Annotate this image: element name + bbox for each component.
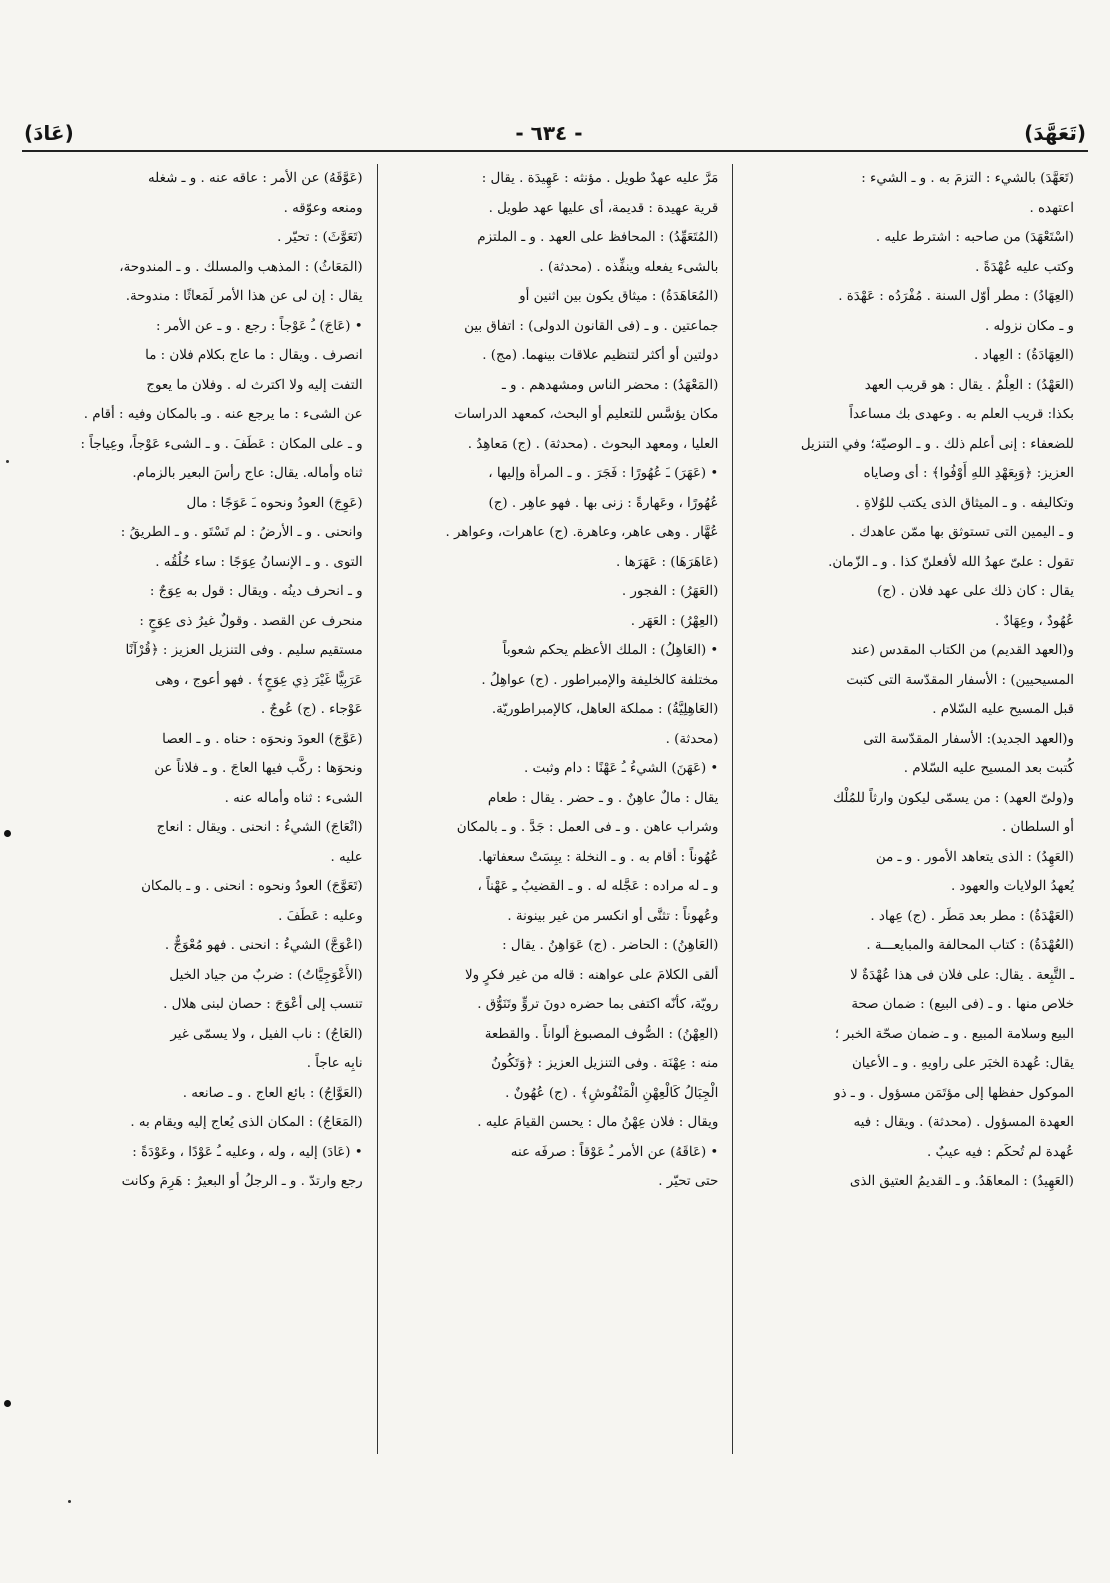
- entry-line: (انْعَاجَ) الشيءُ : انحنى . ويقال : انعاج: [156, 820, 363, 835]
- entry-line: • (عَهَرَ) ـَ عُهُورًا : فَجَرَ . و ـ المرأة وإليها ،: [488, 466, 719, 481]
- entry-line: رجع وارتدّ . و ـ الرجلُ أو البعيرُ : هَرِمَ وكانت: [121, 1174, 363, 1189]
- entry-line: ومنعه وعوّقه .: [283, 200, 363, 216]
- entry-line: عَرَبِيًّا غَيْرَ ذِي عِوَجٍ﴾ . فهو أعوج ، وهى: [155, 672, 363, 688]
- header-right-word: (تَعَهَّدَ): [1024, 121, 1086, 145]
- entry-line: وانحنى . و ـ الأرضُ : لم تَسْتَو . و ـ الطريقُ :: [120, 525, 363, 540]
- header-left-word: (عَادَ): [24, 121, 74, 145]
- entry-line: قرية عهيدة : قديمة، أى عليها عهد طويل .: [488, 200, 719, 216]
- entry-line: ونحوَها : ركَّب فيها العاجَ . و ـ فلاناً عن: [154, 761, 363, 776]
- entry-line: (العَاهِلِيَّةُ) : مملكة العاهل، كالإمبراطوريّة.: [491, 702, 719, 717]
- entry-line: (العِهْنُ) : الصُّوف المصبوغ ألواناً . والقطعة: [484, 1026, 719, 1042]
- entry-line: (المَعَاثُ) : المذهب والمسلك . و ـ المندوحة،: [119, 259, 363, 275]
- entry-line: عُهَّار . وهى عاهر، وعاهرة. (ج) عاهرات، وعواهر .: [445, 525, 719, 540]
- entry-line: (العَاهِنُ) : الحاضر . (ج) عَوَاهِنُ . يقال :: [502, 938, 719, 953]
- entry-line: كُتبت بعد المسيح عليه السّلام .: [903, 761, 1074, 776]
- entry-line: (عَوَّجَ) العودَ ونحوَه : حناه . و ـ العصا: [162, 731, 363, 747]
- column-right: [733, 164, 1088, 1454]
- entry-line: و ـ اليمين التى تستوثق بها ممّن عاهدك .: [850, 525, 1074, 540]
- entry-line: اعتهده .: [1029, 200, 1074, 216]
- entry-line: العزيز: ﴿وَبِعَهْدِ اللهِ أَوْفُوا﴾ : أى وصاياه: [863, 466, 1074, 481]
- entry-line: الموكول حفظها إلى مؤتَمَن مسؤول . و ـ ذو: [834, 1085, 1074, 1101]
- entry-line: قبل المسيح عليه السّلام .: [932, 702, 1074, 717]
- entry-line: عن الشىء : ما يرجع عنه . وـ بالمكان وفيه : أقام .: [83, 407, 363, 422]
- entry-line: (تَعَوَّثَ) : تحيّر .: [277, 230, 363, 245]
- entry-line: مستقيم سليم . وفى التنزيل العزيز : ﴿قُرْآنًا: [125, 643, 363, 658]
- margin-speck: [6, 460, 9, 463]
- entry-line: يقال: عُهدة الخبَر على راويهِ . و ـ الأعيان: [851, 1056, 1074, 1071]
- entry-line: (عَوِجَ) العودُ ونحوه ـَ عَوَجًا : مال: [186, 495, 363, 511]
- entry-line: مختلفة كالخليفة والإمبراطور . (ج) عواهِلُ .: [481, 672, 719, 688]
- entry-line: تقول : علىّ عهدُ الله لأفعلنّ كذا . و ـ الزّمان.: [828, 554, 1074, 570]
- entry-line: (تَعَهَّدَ) بالشيء : التزمَ به . و ـ الشيء :: [861, 171, 1074, 186]
- page-number: - ٦٣٤ -: [515, 121, 583, 145]
- entry-line: المسيحيين) : الأسفار المقدّسة التى كتبت: [846, 672, 1074, 688]
- entry-line: (العَوَّاجُ) : بائع العاج . و ـ صانعه .: [182, 1085, 363, 1101]
- entry-line: (المَعْهَدُ) : محضر الناس ومشهدهم . و ـ: [501, 377, 719, 393]
- entry-line: نابِه عاجاً .: [306, 1056, 363, 1071]
- column-middle: [378, 164, 734, 1454]
- entry-line: أو السلطان .: [1001, 820, 1074, 835]
- entry-line: يقال : كان ذلك على عهد فلان . (ج): [877, 584, 1074, 599]
- entry-line: منحرف عن القصد . وقولٌ غيرُ ذى عِوَجٍ :: [139, 613, 363, 629]
- entry-line: عُهُودٌ ، وعِهَادٌ .: [994, 613, 1074, 629]
- entry-line: (العِهَادُ) : مطر أوّل السنة . مُفْرَدُه : عَهْدَة .: [838, 289, 1074, 304]
- entry-line: و ـ له مراده : عَجَّله له . و ـ القضيبُ ـِ عَهْناً ،: [477, 879, 719, 894]
- entry-line: رويّة، كأنّه اكتفى بما حضره دونَ تروٍّ وتَنَوُّق .: [477, 997, 719, 1012]
- entry-line: ـ التَّبِعة . يقال: على فلان فى هذا عُهْدَةٌ لا: [850, 967, 1074, 983]
- entry-line: خلاص منها . و ـ (فى البيع) : ضمان صحة: [851, 997, 1074, 1012]
- entry-line: وكتب عليه عُهْدَةً .: [975, 259, 1074, 275]
- entry-line: • (عَادَ) إليه ، وله ، وعليه ـُ عَوْدًا ، وعَوْدَةً :: [132, 1144, 363, 1160]
- entry-line: (عَاهَرَهَا) : عَهَرَها .: [615, 554, 719, 570]
- entry-line: بالشىء يفعله وينفِّذه . (محدثة) .: [539, 259, 719, 275]
- entry-line: التفت إليه ولا اكترث له . وفلان ما يعوج: [146, 377, 363, 393]
- entry-line: (العِهْرُ) : العَهَر .: [630, 613, 719, 629]
- entry-line: (عَوَّقَهُ) عن الأمر : عاقه عنه . و ـ شغله: [148, 171, 363, 186]
- entry-line: (الأَعْوَجِيَّاتُ) : ضربٌ من جياد الخيل: [169, 967, 363, 983]
- entry-line: (المُتَعَهِّدُ) : المحافظ على العهد . و ـ الملتزم: [477, 230, 719, 245]
- entry-line: جماعتين . و ـ (فى القانون الدولى) : اتفاق بين: [464, 318, 719, 334]
- entry-line: للضعفاء : إنى أعلم ذلك . و ـ الوصيّة؛ وفي التنزيل: [800, 436, 1074, 452]
- entry-line: (اسْتَعْهَدَ) من صاحبه : اشترط عليه .: [875, 230, 1074, 245]
- entry-line: انصرف . ويقال : ما عاج بكلام فلان : ما: [145, 348, 363, 363]
- entry-line: ويقال : فلان عِهْنُ مال : يحسن القيامَ عليه .: [477, 1115, 719, 1130]
- entry-line: الشىء : ثناه وأماله عنه .: [224, 790, 363, 806]
- entry-line: وتكاليفه . و ـ الميثاق الذى يكتب للوُلاةِ .: [855, 495, 1074, 511]
- column-left: [22, 164, 378, 1454]
- entry-line: (العَهْدُ) : العِلْمُ . يقال : هو قريب العهد: [864, 377, 1074, 393]
- entry-line: وعُهوناً : تثنَّى أو انكسر من غير بينونة .: [507, 908, 719, 924]
- entry-line: مَرَّ عليه عهدٌ طويل . مؤنثه : عَهِيدَة . يقال :: [481, 171, 719, 186]
- entry-line: العليا ، ومعهد البحوث . (محدثة) . (ج) مَعاهِدُ .: [467, 436, 719, 452]
- entry-line: (تَعَوَّجَ) العودُ ونحوه : انحنى . و ـ بالمكان: [141, 879, 363, 894]
- entry-line: يُعهدُ الولايات والعهود .: [951, 879, 1074, 894]
- entry-line: (العُهْدَةُ) : كتاب المحالفة والمبايعـــة .: [866, 938, 1074, 953]
- entry-line: (اعْوَجَّ) الشيءُ : انحنى . فهو مُعْوَجٌّ .: [164, 938, 363, 953]
- entry-line: عُهُورًا ، وعَهارةً : زنى بها . فهو عاهِر . (ج): [488, 495, 719, 511]
- entry-line: وشراب عاهن . و ـ فى العمل : جَدَّ . و ـ بالمكان: [456, 820, 719, 835]
- entry-line: العهدة المسؤول . (محدثة) . ويقال : فيه: [853, 1115, 1074, 1130]
- entry-line: (العَهِيدُ) : المعاهَدُ. و ـ القديمُ العتيق الذى: [849, 1174, 1074, 1189]
- entry-line: عُهُوناً : أقام به . و ـ النخلة : يبِسَتْ سعفاتها.: [478, 849, 719, 865]
- entry-line: (العِهَادَةُ) : العِهاد .: [974, 348, 1074, 363]
- entry-line: • (عَاقَهُ) عن الأمر ـُ عَوْقاً : صرفَه عنه: [510, 1144, 719, 1160]
- entry-line: و(العهد الجديد): الأسفار المقدّسة التى: [863, 731, 1074, 747]
- entry-line: يقال : إن لى عن هذا الأمر لَمَعاثًا : مندوحة.: [125, 289, 363, 304]
- entry-line: و(العهد القديم) من الكتاب المقدس (عند: [850, 643, 1074, 658]
- header-rule: [22, 150, 1088, 152]
- entry-line: وعليه : عَطَفَ .: [278, 908, 363, 924]
- entry-line: التوى . و ـ الإنسانُ عِوَجًا : ساء خُلُقُه .: [155, 554, 363, 570]
- entry-line: تنسب إلى أعْوَجَ : حصان لبنى هلال .: [163, 997, 363, 1012]
- entry-line: ألقى الكلامَ على عواهنه : قاله من غير فكرٍ ولا: [464, 967, 719, 983]
- entry-line: عَوْجاء . (ج) عُوجٌ .: [260, 702, 363, 717]
- entry-line: • (العَاهِلُ) : الملك الأعظم يحكم شعوباً: [502, 643, 719, 658]
- entry-line: ثناه وأماله. يقال: عاج رأسَ البعير بالزمام.: [132, 466, 363, 481]
- entry-line: (العَهِدُ) : الذى يتعاهد الأمور . و ـ من: [875, 849, 1074, 865]
- entry-line: منه : عِهْنَة . وفى التنزيل العزيز : ﴿وَتَكُونُ: [491, 1056, 719, 1071]
- margin-dot: [4, 830, 11, 837]
- entry-line: (محدثة) .: [665, 731, 719, 747]
- entry-line: دولتين أو أكثر لتنظيم علاقات بينهما. (مج) .: [482, 348, 719, 363]
- columns: [22, 164, 1088, 1454]
- entry-line: • (عَاجَ) ـُ عَوْجاً : رجع . و ـ عن الأمر :: [155, 318, 363, 334]
- entry-line: مكان يؤسَّس للتعليم أو البحث، كمعهد الدراسات: [454, 407, 719, 422]
- entry-line: بكذا: قريب العلم به . وعهدى بك مساعداً: [849, 407, 1074, 422]
- entry-line: حتى تحيّر .: [658, 1174, 719, 1189]
- entry-line: (المَعَاجُ) : المكان الذى يُعاج إليه ويقام به .: [130, 1115, 363, 1130]
- entry-line: يقال : مالٌ عاهِنٌ . و ـ حضر . يقال : طعام: [487, 790, 719, 806]
- entry-line: (العَهَرُ) : الفجور .: [621, 584, 719, 599]
- entry-line: عليه .: [330, 849, 363, 865]
- entry-line: (العَهْدَةُ) : مطر بعد مَطَر . (ج) عِهاد .: [870, 908, 1074, 924]
- entry-line: عُهدة لم تُحكَم : فيه عيبٌ .: [927, 1144, 1074, 1160]
- entry-line: الْجِبَالُ كَالْعِهْنِ الْمَنْفُوشِ﴾ . (ج) عُهُونٌ .: [505, 1085, 719, 1101]
- entry-line: و ـ على المكان : عَطَفَ . و ـ الشىء عَوْجاً، وعِياجاً :: [80, 436, 363, 452]
- entry-line: • (عَهَنَ) الشيءُ ـُ عَهْنًا : دام وثبت .: [524, 761, 719, 776]
- page-header: [24, 116, 1086, 150]
- margin-speck: [68, 1500, 71, 1503]
- entry-line: (العَاجُ) : ناب الفيل ، ولا يسمّى غير: [170, 1026, 363, 1042]
- entry-line: (المُعَاهَدَةُ) : ميثاق يكون بين اثنين أو: [519, 289, 719, 304]
- margin-dot: [4, 1400, 11, 1407]
- entry-line: و ـ مكان نزوله .: [985, 318, 1074, 334]
- entry-line: و(ولىّ العهد) : من يسمّى ليكون وارثاً للمُلْك: [832, 790, 1074, 806]
- entry-line: البيع وسلامة المبيع . و ـ ضمان صحّة الخبر ؛: [834, 1026, 1074, 1042]
- entry-line: و ـ انحرف دينُه . ويقال : قول به عِوَجٌ :: [149, 584, 363, 599]
